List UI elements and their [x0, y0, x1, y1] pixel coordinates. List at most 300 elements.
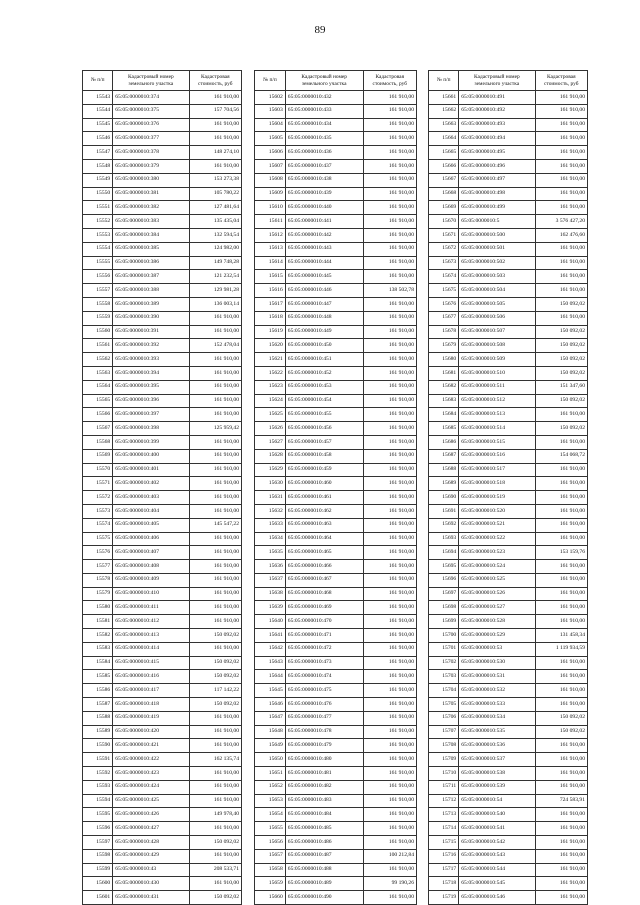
row-number: 15689 — [429, 477, 459, 491]
header-num: № п/п — [83, 71, 113, 91]
cadastral-value: 161 910,00 — [189, 642, 241, 656]
cadastral-number: 65:05:0000010:497 — [459, 173, 535, 187]
row-number: 15643 — [255, 656, 286, 670]
table-row — [83, 780, 242, 794]
row-number: 15553 — [83, 228, 113, 242]
cadastral-value: 150 092,02 — [535, 422, 587, 436]
cadastral-value: 161 910,00 — [535, 91, 587, 105]
cadastral-value: 149 978,40 — [189, 808, 241, 822]
header-cadastral-number: Кадастровый номер земельного участка — [113, 71, 189, 91]
cadastral-table-3 — [428, 70, 588, 905]
cadastral-number: 65:05:0000010:411 — [113, 601, 189, 615]
table-row — [255, 794, 417, 808]
table-row — [83, 518, 242, 532]
cadastral-number: 65:05:0000010:488 — [285, 863, 363, 877]
table-row — [429, 629, 588, 643]
cadastral-value: 150 092,02 — [189, 698, 241, 712]
row-number: 15565 — [83, 394, 113, 408]
cadastral-value: 161 910,00 — [363, 753, 416, 767]
table-row — [255, 863, 417, 877]
cadastral-value: 161 910,00 — [535, 573, 587, 587]
table-row — [429, 132, 588, 146]
cadastral-value: 161 910,00 — [363, 104, 416, 118]
row-number: 15601 — [83, 891, 113, 905]
cadastral-value: 161 910,00 — [535, 491, 587, 505]
table-row — [83, 849, 242, 863]
cadastral-value: 161 910,00 — [535, 104, 587, 118]
cadastral-number: 65:05:0000010:522 — [459, 532, 535, 546]
cadastral-number: 65:05:0000010:442 — [285, 228, 363, 242]
table-row — [83, 753, 242, 767]
table-row — [255, 698, 417, 712]
table-row — [255, 394, 417, 408]
row-number: 15561 — [83, 339, 113, 353]
table-row — [255, 256, 417, 270]
table-row — [255, 808, 417, 822]
table-row — [255, 739, 417, 753]
row-number: 15662 — [429, 104, 459, 118]
cadastral-value: 3 576 427,20 — [535, 215, 587, 229]
table-row — [429, 435, 588, 449]
row-number: 15570 — [83, 463, 113, 477]
row-number: 15616 — [255, 284, 286, 298]
row-number: 15627 — [255, 435, 286, 449]
cadastral-value: 161 910,00 — [363, 698, 416, 712]
cadastral-value: 161 910,00 — [535, 187, 587, 201]
cadastral-value: 161 910,00 — [363, 642, 416, 656]
cadastral-value: 161 910,00 — [189, 408, 241, 422]
cadastral-number: 65:05:0000010:505 — [459, 297, 535, 311]
row-number: 15645 — [255, 684, 286, 698]
table-row — [255, 159, 417, 173]
table-row — [83, 767, 242, 781]
cadastral-value: 161 910,00 — [189, 449, 241, 463]
cadastral-number: 65:05:0000010:415 — [113, 656, 189, 670]
cadastral-number: 65:05:0000010:417 — [113, 684, 189, 698]
table-row — [255, 297, 417, 311]
cadastral-value: 161 910,00 — [363, 228, 416, 242]
cadastral-value: 161 910,00 — [535, 284, 587, 298]
cadastral-number: 65:05:0000010:440 — [285, 201, 363, 215]
cadastral-number: 65:05:0000010:403 — [113, 491, 189, 505]
cadastral-value: 161 910,00 — [363, 891, 416, 905]
cadastral-number: 65:05:0000010:414 — [113, 642, 189, 656]
cadastral-value: 161 910,00 — [535, 118, 587, 132]
row-number: 15667 — [429, 173, 459, 187]
cadastral-number: 65:05:0000010:392 — [113, 339, 189, 353]
row-number: 15683 — [429, 394, 459, 408]
cadastral-value: 125 959,42 — [189, 422, 241, 436]
row-number: 15647 — [255, 711, 286, 725]
table-row — [255, 380, 417, 394]
row-number: 15574 — [83, 518, 113, 532]
cadastral-value: 161 910,00 — [535, 560, 587, 574]
cadastral-number: 65:05:0000010:374 — [113, 91, 189, 105]
table-row — [255, 311, 417, 325]
cadastral-number: 65:05:0000010:408 — [113, 560, 189, 574]
cadastral-number: 65:05:0000010:444 — [285, 256, 363, 270]
row-number: 15650 — [255, 753, 286, 767]
cadastral-number: 65:05:0000010:485 — [285, 822, 363, 836]
table-row — [255, 353, 417, 367]
cadastral-number: 65:05:0000010:54 — [459, 794, 535, 808]
cadastral-value: 150 092,02 — [535, 366, 587, 380]
cadastral-value: 161 910,00 — [363, 339, 416, 353]
table-row — [83, 394, 242, 408]
cadastral-value: 132 594,54 — [189, 228, 241, 242]
table-row — [429, 104, 588, 118]
table-row — [255, 780, 417, 794]
row-number: 15595 — [83, 808, 113, 822]
table-row — [83, 877, 242, 891]
cadastral-number: 65:05:0000010:390 — [113, 311, 189, 325]
table-row — [429, 877, 588, 891]
row-number: 15696 — [429, 573, 459, 587]
cadastral-value: 161 910,00 — [189, 159, 241, 173]
row-number: 15624 — [255, 394, 286, 408]
table-row — [83, 656, 242, 670]
table-row — [429, 546, 588, 560]
cadastral-value: 131 458,34 — [535, 629, 587, 643]
cadastral-number: 65:05:0000010:484 — [285, 808, 363, 822]
cadastral-value: 161 910,00 — [363, 325, 416, 339]
cadastral-number: 65:05:0000010:453 — [285, 380, 363, 394]
cadastral-number: 65:05:0000010:481 — [285, 767, 363, 781]
row-number: 15564 — [83, 380, 113, 394]
table-row — [83, 739, 242, 753]
row-number: 15576 — [83, 546, 113, 560]
row-number: 15626 — [255, 422, 286, 436]
row-number: 15581 — [83, 615, 113, 629]
table-row — [255, 325, 417, 339]
cadastral-number: 65:05:0000010:402 — [113, 477, 189, 491]
cadastral-number: 65:05:0000010:447 — [285, 297, 363, 311]
cadastral-number: 65:05:0000010:423 — [113, 767, 189, 781]
table-row — [429, 159, 588, 173]
table-row — [429, 642, 588, 656]
table-row — [83, 560, 242, 574]
cadastral-number: 65:05:0000010:537 — [459, 753, 535, 767]
cadastral-number: 65:05:0000010:498 — [459, 187, 535, 201]
table-row — [429, 394, 588, 408]
cadastral-value: 105 780,22 — [189, 187, 241, 201]
cadastral-value: 151 347,60 — [535, 380, 587, 394]
cadastral-value: 161 910,00 — [363, 711, 416, 725]
cadastral-value: 161 910,00 — [535, 518, 587, 532]
cadastral-value: 161 910,00 — [363, 808, 416, 822]
table-row — [429, 601, 588, 615]
cadastral-value: 161 910,00 — [363, 256, 416, 270]
cadastral-value: 161 910,00 — [189, 546, 241, 560]
table-row — [255, 504, 417, 518]
row-number: 15630 — [255, 477, 286, 491]
table-row — [429, 118, 588, 132]
table-row — [83, 725, 242, 739]
row-number: 15644 — [255, 670, 286, 684]
row-number: 15597 — [83, 836, 113, 850]
table-row — [255, 408, 417, 422]
table-row — [429, 504, 588, 518]
cadastral-number: 65:05:0000010:449 — [285, 325, 363, 339]
cadastral-value: 161 910,00 — [189, 573, 241, 587]
cadastral-number: 65:05:0000010:523 — [459, 546, 535, 560]
table-row — [255, 532, 417, 546]
table-row — [83, 380, 242, 394]
cadastral-number: 65:05:0000010:399 — [113, 435, 189, 449]
cadastral-number: 65:05:0000010:517 — [459, 463, 535, 477]
row-number: 15675 — [429, 284, 459, 298]
table-row — [83, 670, 242, 684]
cadastral-value: 150 092,02 — [189, 891, 241, 905]
table-row — [83, 228, 242, 242]
table-row — [255, 849, 417, 863]
table-row — [83, 629, 242, 643]
table-row — [255, 477, 417, 491]
cadastral-number: 65:05:0000010:436 — [285, 146, 363, 160]
cadastral-value: 129 981,28 — [189, 284, 241, 298]
table-row — [429, 780, 588, 794]
table-row — [429, 711, 588, 725]
cadastral-value: 161 910,00 — [363, 91, 416, 105]
cadastral-number: 65:05:0000010:509 — [459, 353, 535, 367]
cadastral-value: 161 910,00 — [363, 670, 416, 684]
cadastral-number: 65:05:0000010:467 — [285, 573, 363, 587]
row-number: 15652 — [255, 780, 286, 794]
cadastral-number: 65:05:0000010:464 — [285, 532, 363, 546]
cadastral-value: 136 003,14 — [189, 297, 241, 311]
cadastral-value: 161 910,00 — [535, 435, 587, 449]
row-number: 15579 — [83, 587, 113, 601]
cadastral-number: 65:05:0000010:430 — [113, 877, 189, 891]
cadastral-number: 65:05:0000010:420 — [113, 725, 189, 739]
table-row — [83, 573, 242, 587]
row-number: 15577 — [83, 560, 113, 574]
cadastral-value: 161 910,00 — [363, 270, 416, 284]
table-row — [255, 615, 417, 629]
table-row — [83, 311, 242, 325]
row-number: 15699 — [429, 615, 459, 629]
cadastral-value: 161 910,00 — [189, 325, 241, 339]
cadastral-number: 65:05:0000010:393 — [113, 353, 189, 367]
row-number: 15668 — [429, 187, 459, 201]
cadastral-number: 65:05:0000010:499 — [459, 201, 535, 215]
table-row — [255, 339, 417, 353]
cadastral-value: 161 910,00 — [363, 380, 416, 394]
cadastral-number: 65:05:0000010:427 — [113, 822, 189, 836]
row-number: 15580 — [83, 601, 113, 615]
table-row — [255, 670, 417, 684]
cadastral-value: 161 910,00 — [189, 353, 241, 367]
table-row — [255, 449, 417, 463]
row-number: 15709 — [429, 753, 459, 767]
cadastral-value: 161 910,00 — [189, 491, 241, 505]
cadastral-value: 150 092,02 — [535, 711, 587, 725]
cadastral-number: 65:05:0000010:400 — [113, 449, 189, 463]
cadastral-value: 161 910,00 — [363, 449, 416, 463]
cadastral-value: 161 910,00 — [363, 601, 416, 615]
row-number: 15622 — [255, 366, 286, 380]
cadastral-value: 161 910,00 — [535, 146, 587, 160]
cadastral-number: 65:05:0000010:380 — [113, 173, 189, 187]
cadastral-number: 65:05:0000010:489 — [285, 877, 363, 891]
cadastral-number: 65:05:0000010:429 — [113, 849, 189, 863]
row-number: 15664 — [429, 132, 459, 146]
table-row — [83, 339, 242, 353]
cadastral-number: 65:05:0000010:5 — [459, 215, 535, 229]
row-number: 15715 — [429, 836, 459, 850]
row-number: 15611 — [255, 215, 286, 229]
cadastral-number: 65:05:0000010:493 — [459, 118, 535, 132]
row-number: 15602 — [255, 91, 286, 105]
table-row — [83, 366, 242, 380]
table-row — [429, 615, 588, 629]
table-row — [255, 836, 417, 850]
cadastral-number: 65:05:0000010:437 — [285, 159, 363, 173]
row-number: 15701 — [429, 642, 459, 656]
row-number: 15623 — [255, 380, 286, 394]
cadastral-value: 161 910,00 — [189, 118, 241, 132]
row-number: 15669 — [429, 201, 459, 215]
cadastral-number: 65:05:0000010:529 — [459, 629, 535, 643]
cadastral-number: 65:05:0000010:531 — [459, 670, 535, 684]
row-number: 15551 — [83, 201, 113, 215]
row-number: 15666 — [429, 159, 459, 173]
cadastral-number: 65:05:0000010:398 — [113, 422, 189, 436]
cadastral-value: 161 910,00 — [535, 270, 587, 284]
row-number: 15568 — [83, 435, 113, 449]
cadastral-value: 150 092,02 — [189, 629, 241, 643]
cadastral-value: 161 910,00 — [189, 725, 241, 739]
cadastral-value: 161 910,00 — [363, 435, 416, 449]
cadastral-value: 161 910,00 — [363, 573, 416, 587]
row-number: 15694 — [429, 546, 459, 560]
row-number: 15653 — [255, 794, 286, 808]
table-row — [429, 339, 588, 353]
cadastral-number: 65:05:0000010:391 — [113, 325, 189, 339]
cadastral-number: 65:05:0000010:375 — [113, 104, 189, 118]
table-row — [255, 173, 417, 187]
cadastral-value: 161 910,00 — [363, 822, 416, 836]
table-row — [255, 518, 417, 532]
row-number: 15695 — [429, 560, 459, 574]
table-row — [83, 242, 242, 256]
cadastral-number: 65:05:0000010:458 — [285, 449, 363, 463]
cadastral-value: 161 910,00 — [363, 615, 416, 629]
table-row — [429, 891, 588, 905]
header-cadastral-value: Кадастровая стоимость, руб — [189, 71, 241, 91]
cadastral-number: 65:05:0000010:419 — [113, 711, 189, 725]
table-row — [429, 146, 588, 160]
row-number: 15554 — [83, 242, 113, 256]
table-row — [83, 684, 242, 698]
row-number: 15674 — [429, 270, 459, 284]
row-number: 15546 — [83, 132, 113, 146]
cadastral-number: 65:05:0000010:500 — [459, 228, 535, 242]
table-row — [429, 477, 588, 491]
cadastral-number: 65:05:0000010:412 — [113, 615, 189, 629]
row-number: 15563 — [83, 366, 113, 380]
cadastral-number: 65:05:0000010:421 — [113, 739, 189, 753]
cadastral-value: 161 910,00 — [363, 366, 416, 380]
cadastral-number: 65:05:0000010:438 — [285, 173, 363, 187]
table-row — [429, 173, 588, 187]
cadastral-value: 99 190,26 — [363, 877, 416, 891]
row-number: 15606 — [255, 146, 286, 160]
table-row — [429, 491, 588, 505]
cadastral-number: 65:05:0000010:486 — [285, 836, 363, 850]
cadastral-number: 65:05:0000010:416 — [113, 670, 189, 684]
row-number: 15633 — [255, 518, 286, 532]
cadastral-value: 161 910,00 — [535, 684, 587, 698]
row-number: 15612 — [255, 228, 286, 242]
row-number: 15684 — [429, 408, 459, 422]
cadastral-number: 65:05:0000010:528 — [459, 615, 535, 629]
table-row — [255, 560, 417, 574]
row-number: 15706 — [429, 711, 459, 725]
table-row — [83, 297, 242, 311]
cadastral-number: 65:05:0000010:465 — [285, 546, 363, 560]
cadastral-number: 65:05:0000010:476 — [285, 698, 363, 712]
table-row — [255, 242, 417, 256]
cadastral-number: 65:05:0000010:443 — [285, 242, 363, 256]
table-row — [83, 491, 242, 505]
table-row — [429, 187, 588, 201]
table-row — [83, 132, 242, 146]
cadastral-number: 65:05:0000010:543 — [459, 849, 535, 863]
row-number: 15625 — [255, 408, 286, 422]
cadastral-number: 65:05:0000010:508 — [459, 339, 535, 353]
cadastral-number: 65:05:0000010:479 — [285, 739, 363, 753]
cadastral-number: 65:05:0000010:472 — [285, 642, 363, 656]
cadastral-value: 161 910,00 — [363, 491, 416, 505]
table-row — [429, 560, 588, 574]
row-number: 15659 — [255, 877, 286, 891]
row-number: 15557 — [83, 284, 113, 298]
cadastral-value: 161 910,00 — [363, 560, 416, 574]
row-number: 15717 — [429, 863, 459, 877]
cadastral-value: 161 910,00 — [363, 477, 416, 491]
cadastral-value: 161 910,00 — [363, 504, 416, 518]
cadastral-value: 150 092,02 — [535, 325, 587, 339]
table-row — [429, 311, 588, 325]
cadastral-number: 65:05:0000010:518 — [459, 477, 535, 491]
cadastral-number: 65:05:0000010:474 — [285, 670, 363, 684]
cadastral-value: 161 910,00 — [189, 794, 241, 808]
row-number: 15676 — [429, 297, 459, 311]
cadastral-number: 65:05:0000010:530 — [459, 656, 535, 670]
cadastral-number: 65:05:0000010:404 — [113, 504, 189, 518]
cadastral-value: 161 910,00 — [363, 118, 416, 132]
cadastral-number: 65:05:0000010:418 — [113, 698, 189, 712]
cadastral-number: 65:05:0000010:466 — [285, 560, 363, 574]
cadastral-number: 65:05:0000010:494 — [459, 132, 535, 146]
row-number: 15548 — [83, 159, 113, 173]
row-number: 15707 — [429, 725, 459, 739]
cadastral-number: 65:05:0000010:511 — [459, 380, 535, 394]
cadastral-value: 161 910,00 — [535, 780, 587, 794]
table-row — [255, 546, 417, 560]
cadastral-number: 65:05:0000010:377 — [113, 132, 189, 146]
cadastral-number: 65:05:0000010:407 — [113, 546, 189, 560]
cadastral-number: 65:05:0000010:527 — [459, 601, 535, 615]
table-row — [429, 573, 588, 587]
cadastral-number: 65:05:0000010:533 — [459, 698, 535, 712]
cadastral-number: 65:05:0000010:459 — [285, 463, 363, 477]
table-header-row — [255, 71, 417, 91]
row-number: 15636 — [255, 560, 286, 574]
cadastral-value: 161 910,00 — [363, 587, 416, 601]
cadastral-number: 65:05:0000010:382 — [113, 201, 189, 215]
